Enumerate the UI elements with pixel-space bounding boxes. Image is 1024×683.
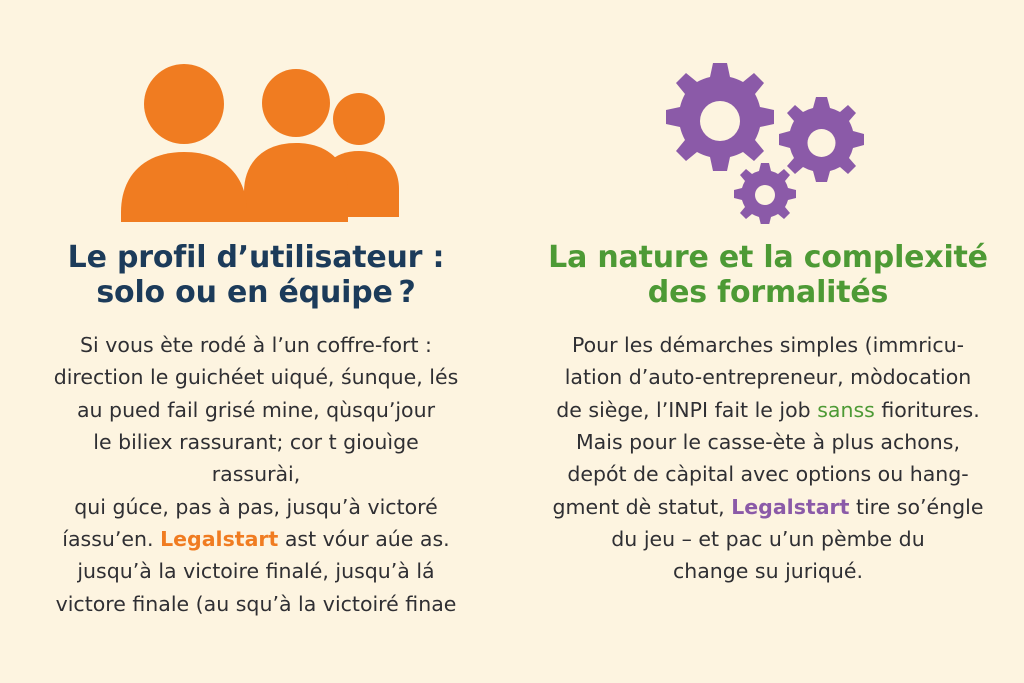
- body-text-right: [533, 329, 1003, 588]
- body-left-line6: [46, 523, 466, 555]
- body-right-line3-post: fioritures.: [874, 397, 980, 422]
- brand-legalstart-left: Legalstart: [160, 527, 279, 552]
- body-left-line2: direction le guichéet uiqué, śunque, lés: [53, 365, 459, 390]
- body-left-line1: Si vous ète rodé à lʼun coffre-fort :: [80, 332, 432, 357]
- body-left-line5: qui gúce, pas à pas, jusqu’à victoré: [74, 494, 438, 519]
- column-profil-utilisateur: [0, 56, 512, 620]
- heading-left-line2: solo ou en équipe ?: [96, 275, 416, 311]
- body-left-line4: le biliex rassurant; cor t giouìge rassurài,: [93, 429, 419, 487]
- body-left-line7: jusqu’à la victoire finalé, jusqu’à lá: [77, 559, 435, 584]
- body-left-line6-post: ast vóur aúe as.: [278, 527, 450, 552]
- body-left-line3: au pued fail grisé mine, qùsquʼjour: [76, 397, 436, 422]
- body-right-line3: [533, 394, 1003, 426]
- column-nature-complexite: [512, 56, 1024, 588]
- page-title-right: [528, 240, 1008, 311]
- body-left-line6-pre: íassuʼen.: [62, 527, 161, 552]
- body-right-line2: lation d’auto-entrepreneur, mòdocation: [564, 365, 972, 390]
- gears-icon: [618, 56, 918, 226]
- heading-right-line2: des formalités: [647, 275, 889, 311]
- body-right-line3-pre: de siège, lʼINPI fait le job: [556, 397, 818, 422]
- body-right-line4: Mais pour le casse-ète à plus achons,: [576, 429, 960, 454]
- heading-left-line1: Le profil d’utilisateur :: [67, 240, 445, 275]
- body-right-line6-post: tire so’éngle: [849, 494, 984, 519]
- people-group-icon: [106, 56, 406, 226]
- body-text-left: [46, 329, 466, 620]
- body-right-line6: [533, 491, 1003, 523]
- body-right-line7: du jeu – et pac u’un pèmbe du: [611, 527, 925, 552]
- heading-right-line1: La nature et la complexité: [548, 240, 988, 275]
- body-right-line6-pre: gment dè statut,: [552, 494, 732, 519]
- brand-legalstart-right: Legalstart: [731, 494, 850, 519]
- body-right-line1: Pour les démarches simples (immricu-: [571, 332, 965, 357]
- highlight-sanss: sanss: [817, 397, 875, 422]
- body-right-line5: depót de càpital avec options ou hang-: [567, 462, 969, 487]
- body-right-line8: change su juriqué.: [672, 559, 864, 584]
- body-left-line8: victore finale (au squ’à la victoiré finae: [55, 591, 457, 616]
- page-title-left: [41, 240, 471, 311]
